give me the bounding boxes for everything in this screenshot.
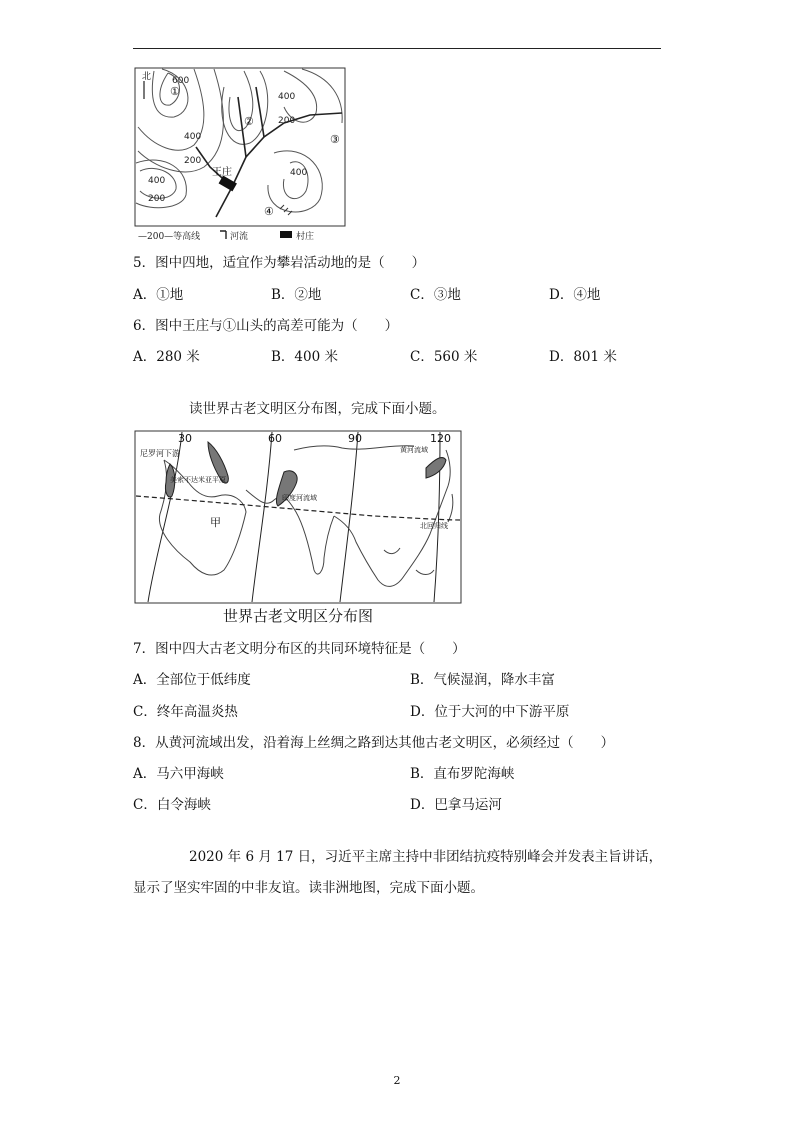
legend-contour-line: —200—等高线 [138,232,201,242]
q7-option-a[interactable]: A．全部位于低纬度 [133,672,251,688]
q8-option-a[interactable]: A．马六甲海峡 [133,766,224,782]
longitude-60-label: 60 [268,432,282,445]
village-label: 王庄 [212,167,232,178]
longitude-120-label: 120 [430,432,451,445]
site-3-label: ③ [330,133,340,146]
legend-village: 村庄 [296,232,315,242]
q6-option-c[interactable]: C．560 米 [410,349,478,365]
q6-option-a[interactable]: A．280 米 [133,349,200,365]
q5-option-c[interactable]: C．③地 [410,287,461,303]
longitude-90-label: 90 [348,432,362,445]
q8-option-c[interactable]: C．白令海峡 [133,797,211,813]
site-4-label: ④ [264,205,274,218]
legend-river: 河流 [230,232,249,242]
mesopotamia-label: 美索不达米亚平原 [170,476,226,484]
indus-label: 印度河流域 [282,494,317,502]
header-rule [133,48,661,49]
q8-option-b[interactable]: B．直布罗陀海峡 [410,766,515,782]
q5-option-d[interactable]: D．④地 [549,287,601,303]
contour-label-200-a: 200 [278,116,296,126]
contour-label-400-b: 400 [278,92,296,102]
world-map-caption: 世界古老文明区分布图 [222,607,373,625]
contour-label-400-a: 400 [184,132,202,142]
q6-option-b[interactable]: B．400 米 [271,349,338,365]
jia-label: 甲 [210,516,221,529]
q5-option-a[interactable]: A．①地 [133,287,184,303]
nile-label: 尼罗河下游 [140,449,180,458]
tropic-label: 北回归线 [420,522,448,530]
north-label: 北 [142,72,152,82]
africa-intro-line-2: 显示了坚实牢固的中非友谊。读非洲地图，完成下面小题。 [133,880,484,896]
longitude-30-label: 30 [178,432,192,445]
site-1-label: ① [170,85,180,98]
q7-option-b[interactable]: B．气候湿润，降水丰富 [410,672,555,688]
site-2-label: ② [244,115,254,128]
contour-map-figure [134,67,346,245]
africa-intro-line-1: 2020 年 6 月 17 日，习近平主席主持中非团结抗疫特别峰会并发表主旨讲话， [189,849,663,865]
contour-label-600: 600 [172,76,190,86]
river-legend-icon [220,231,226,239]
yellow-river-label: 黄河流域 [400,446,428,454]
q6-option-d[interactable]: D．801 米 [549,349,617,365]
q7-option-d[interactable]: D．位于大河的中下游平原 [410,704,570,720]
contour-label-200-c: 200 [148,194,166,204]
q8-option-d[interactable]: D．巴拿马运河 [410,797,502,813]
q8-stem: 8．从黄河流域出发，沿着海上丝绸之路到达其他古老文明区，必须经过（ ） [133,735,615,751]
q5-stem: 5．图中四地，适宜作为攀岩活动地的是（ ） [133,255,426,271]
village-legend-icon [280,231,292,238]
contour-label-400-d: 400 [290,168,308,178]
world-civilization-map-figure [134,430,462,625]
intro-world-map: 读世界古老文明区分布图，完成下面小题。 [189,401,446,417]
contour-label-400-c: 400 [148,176,166,186]
page-number: 2 [393,1074,401,1087]
q6-stem: 6．图中王庄与①山头的高差可能为（ ） [133,318,399,334]
q7-option-c[interactable]: C．终年高温炎热 [133,704,238,720]
q7-stem: 7．图中四大古老文明分布区的共同环境特征是（ ） [133,641,466,657]
q5-option-b[interactable]: B．②地 [271,287,322,303]
contour-label-200-b: 200 [184,156,202,166]
